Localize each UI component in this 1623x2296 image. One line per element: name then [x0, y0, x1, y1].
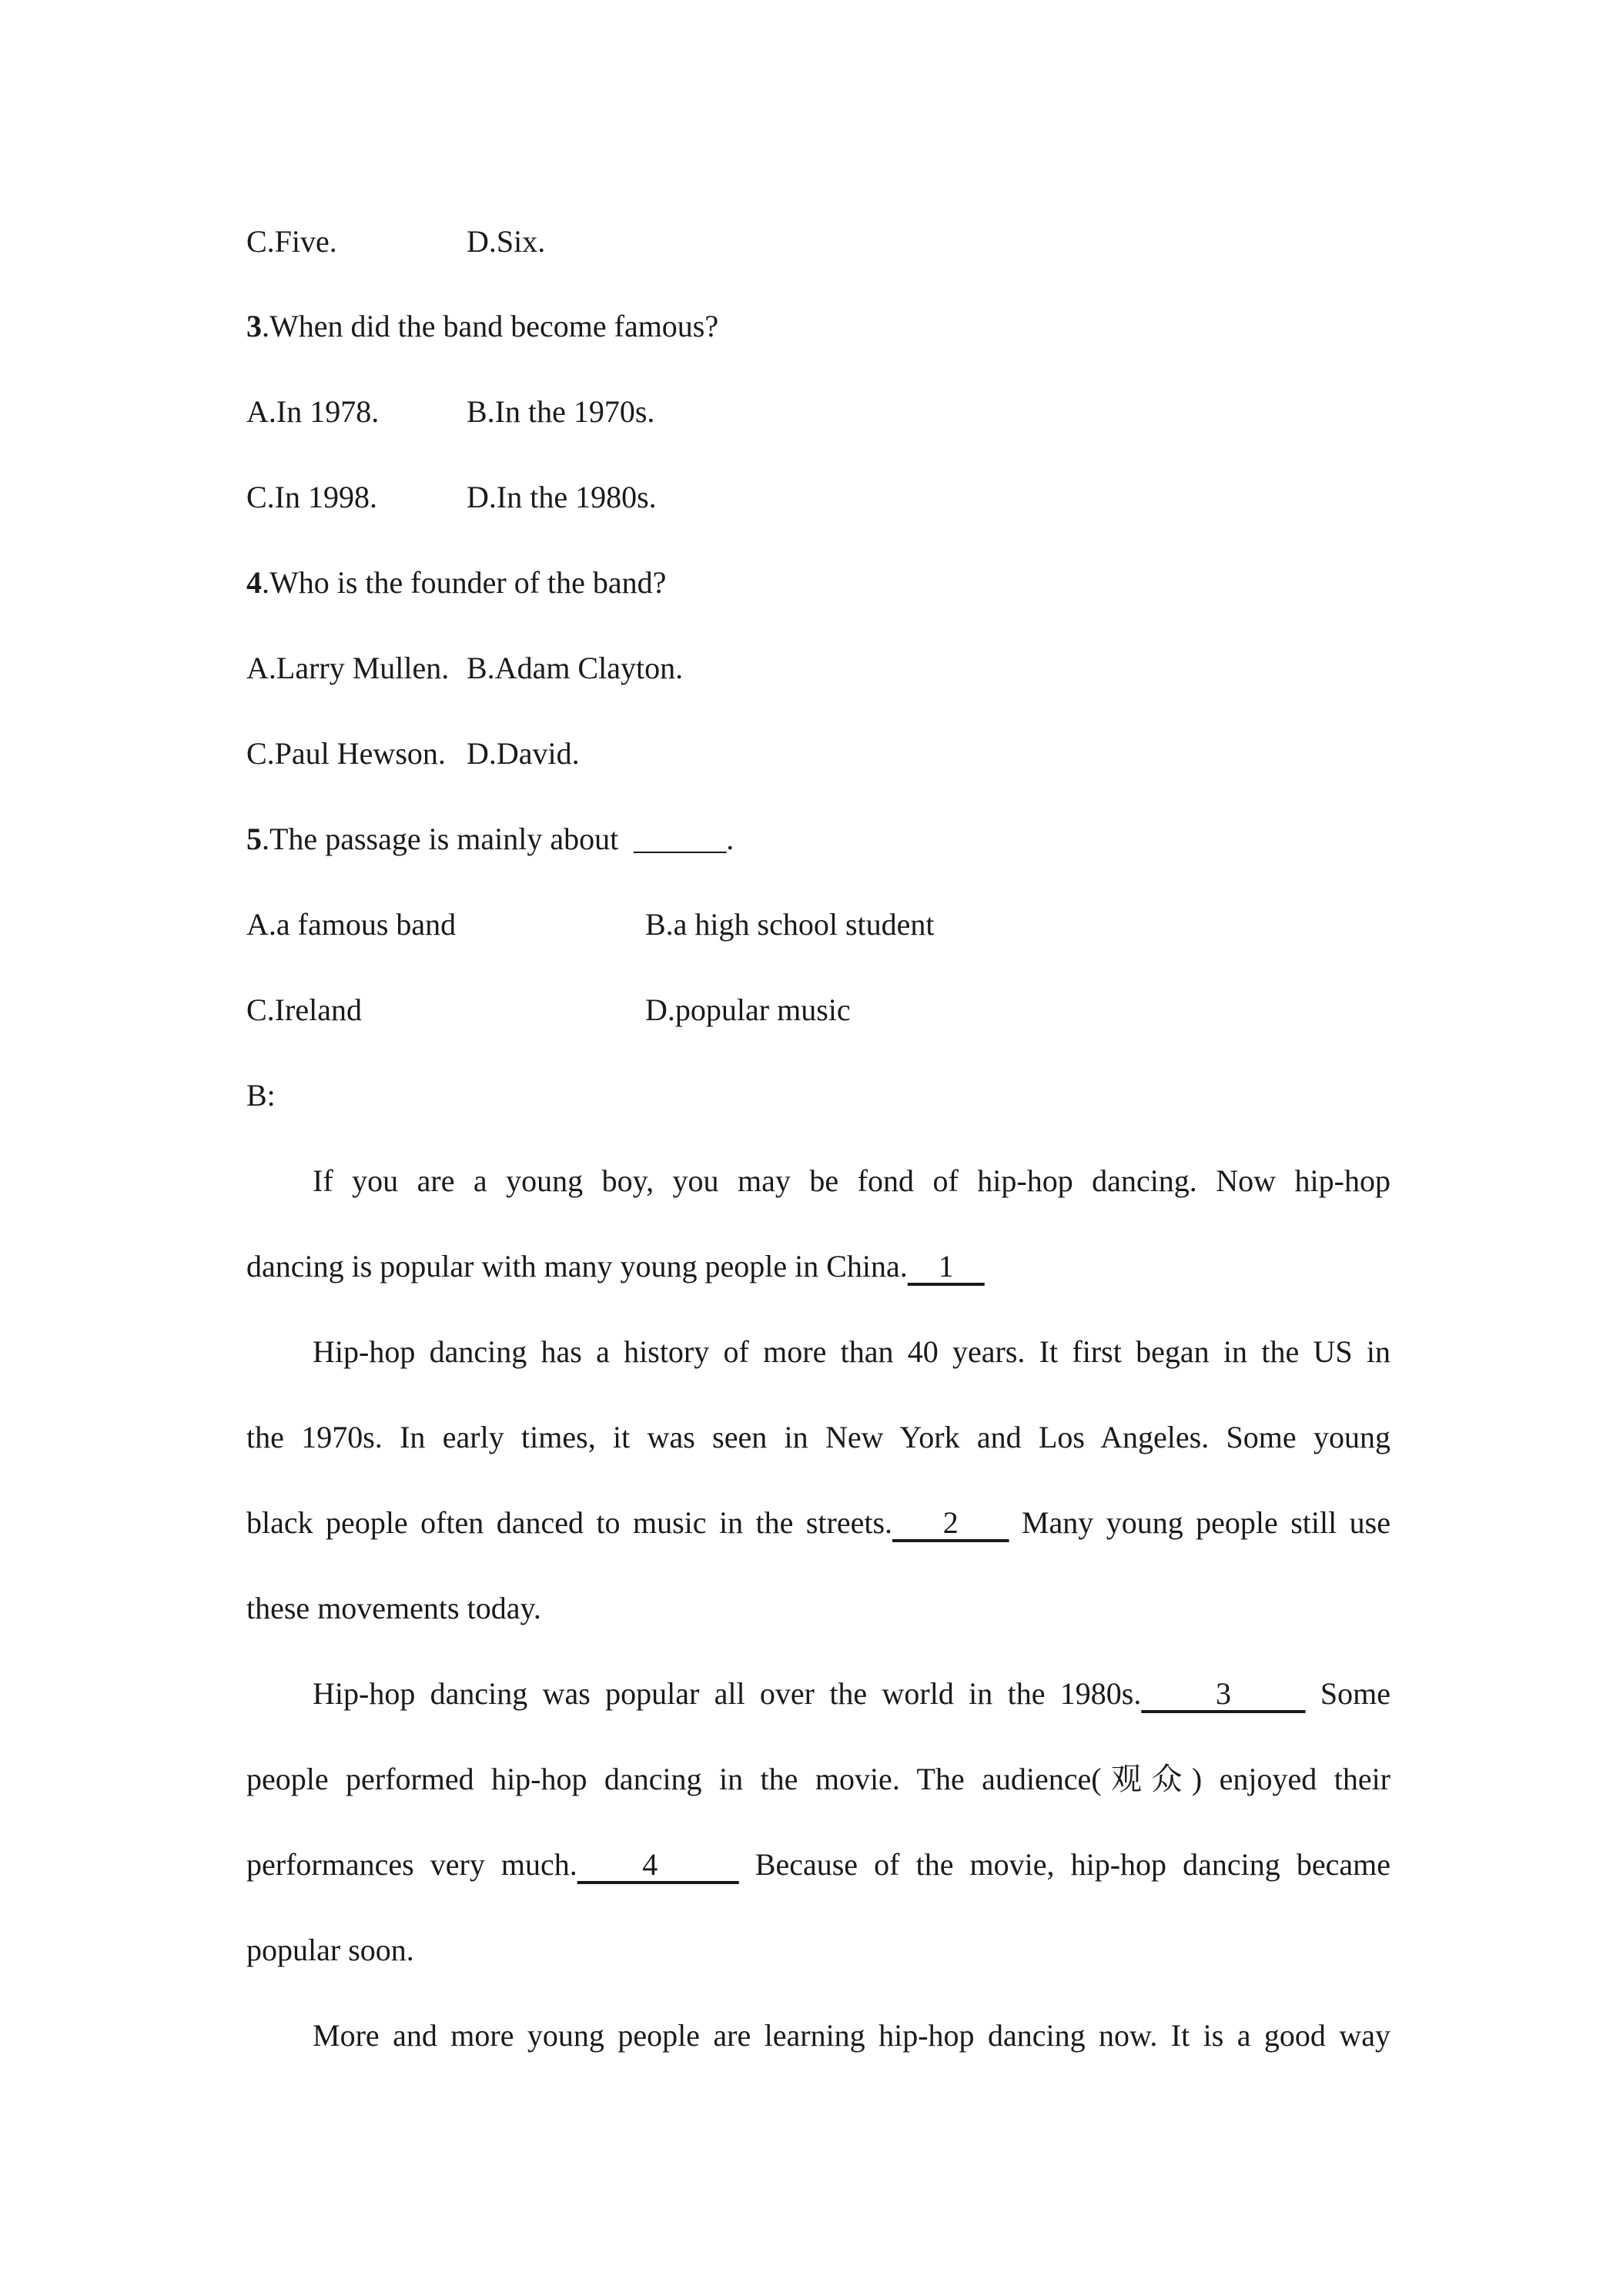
q5-options-cd — [246, 987, 851, 1033]
passage-p3-line2: people performed hip-hop dancing in the movie. The audience(观众) enjoyed their — [246, 1762, 1390, 1796]
passage-p3-line3-text-b: Because of the movie, hip-hop dancing became — [755, 1847, 1390, 1882]
passage-p1-line2 — [246, 1243, 985, 1290]
section-b-label: B: — [246, 1078, 276, 1113]
blank-1: 1 — [907, 1249, 985, 1284]
passage-p2-line3-text-b: Many young people still use — [1021, 1505, 1390, 1540]
passage-p2-line4: these movements today. — [246, 1591, 541, 1625]
q4-option-a: A.Larry Mullen. — [246, 651, 450, 685]
q5-answer-blank: ______ — [634, 822, 727, 856]
q5-option-b: B.a high school student — [645, 907, 935, 942]
blank-2: 2 — [892, 1505, 1009, 1540]
q3-options-ab — [246, 389, 655, 435]
q4-options-cd — [246, 731, 580, 777]
q3-stem — [246, 303, 718, 350]
q5-stem — [246, 816, 734, 862]
passage-p3-line1-text-a: Hip-hop dancing was popular all over the world in the 1980s. — [313, 1676, 1142, 1711]
passage-p1-line2-text: dancing is popular with many young people in China. — [246, 1249, 908, 1284]
q5-option-d: D.popular music — [645, 992, 851, 1027]
passage-p3-line3 — [246, 1842, 1390, 1888]
q4-number: 4 — [246, 565, 262, 600]
q2-option-d: D.Six. — [467, 224, 546, 259]
q2-options-cd — [246, 219, 546, 265]
q3-option-a: A.In 1978. — [246, 394, 380, 429]
passage-p3-line1-text-b: Some — [1320, 1676, 1391, 1711]
passage-p2-line3-text-a: black people often danced to music in the streets. — [246, 1505, 893, 1540]
q4-text: .Who is the founder of the band? — [262, 565, 667, 600]
q3-number: 3 — [246, 309, 262, 343]
q3-option-c: C.In 1998. — [246, 480, 377, 514]
passage-p3-line1 — [313, 1671, 1390, 1717]
q5-end-punct: . — [726, 822, 735, 856]
q5-options-ab — [246, 902, 935, 948]
q3-option-d: D.In the 1980s. — [467, 480, 657, 514]
passage-p2-line1: Hip-hop dancing has a history of more than 40 years. It first began in the US in — [313, 1334, 1390, 1369]
passage-p4-line1: More and more young people are learning hip-hop dancing now. It is a good way — [313, 2018, 1390, 2053]
q5-option-a: A.a famous band — [246, 907, 457, 942]
passage-p3-line3-text-a: performances very much. — [246, 1847, 577, 1882]
q2-option-c: C.Five. — [246, 224, 337, 259]
passage-p1-line1: If you are a young boy, you may be fond of hip-hop dancing. Now hip-hop — [313, 1163, 1390, 1198]
blank-3: 3 — [1141, 1676, 1306, 1711]
passage-p2-line2: the 1970s. In early times, it was seen in New York and Los Angeles. Some young — [246, 1420, 1390, 1454]
passage-p3-line4: popular soon. — [246, 1933, 414, 1967]
q5-number: 5 — [246, 822, 262, 856]
q3-text: .When did the band become famous? — [262, 309, 719, 343]
q4-option-b: B.Adam Clayton. — [467, 651, 684, 685]
q5-option-c: C.Ireland — [246, 992, 362, 1027]
q3-option-b: B.In the 1970s. — [467, 394, 655, 429]
q4-option-c: C.Paul Hewson. — [246, 736, 446, 771]
q4-stem — [246, 560, 666, 606]
q4-option-d: D.David. — [467, 736, 580, 771]
q5-text: .The passage is mainly about — [262, 822, 619, 856]
q4-options-ab — [246, 645, 684, 691]
q3-options-cd — [246, 474, 657, 520]
blank-4: 4 — [577, 1847, 739, 1882]
passage-p2-line3 — [246, 1500, 1390, 1546]
